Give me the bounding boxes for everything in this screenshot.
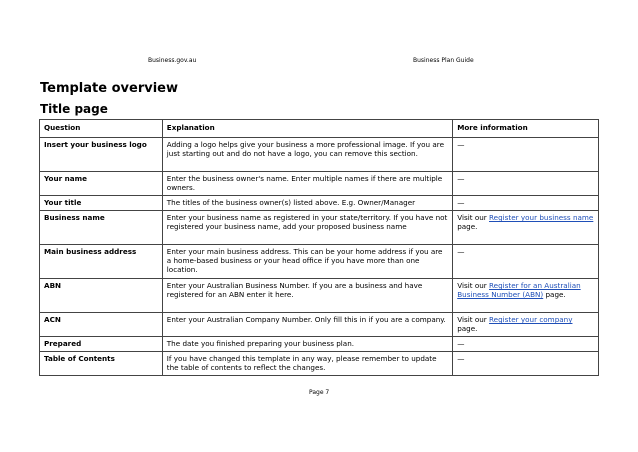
- cell-question: ACN: [40, 313, 163, 337]
- template-overview-table: [39, 119, 599, 376]
- register-company-link[interactable]: Register your company: [489, 315, 573, 324]
- table-row: [40, 313, 599, 337]
- table-row: [40, 172, 599, 196]
- cell-question: Main business address: [40, 245, 163, 279]
- info-prefix: Visit our: [457, 315, 490, 324]
- table-row: [40, 211, 599, 245]
- table-row: [40, 245, 599, 279]
- cell-more-information: —: [453, 138, 599, 172]
- cell-explanation: Enter your main business address. This can be your home address if you are a home-based business or your head office if you have more than one location.: [162, 245, 452, 279]
- cell-more-information: —: [453, 196, 599, 211]
- table-header-row: [40, 120, 599, 138]
- section-title: Title page: [40, 102, 108, 116]
- cell-more-information: —: [453, 352, 599, 376]
- table-row: [40, 279, 599, 313]
- table-row: [40, 337, 599, 352]
- register-business-name-link[interactable]: Register your business name: [489, 213, 594, 222]
- cell-explanation: Enter your business name as registered in your state/territory. If you have not registered your business name, add your proposed business name: [162, 211, 452, 245]
- column-header-explanation: Explanation: [162, 120, 452, 138]
- table-row: [40, 196, 599, 211]
- cell-more-information: [453, 313, 599, 337]
- cell-question: Business name: [40, 211, 163, 245]
- cell-explanation: Enter your Australian Company Number. Only fill this in if you are a company.: [162, 313, 452, 337]
- cell-explanation: Enter the business owner's name. Enter multiple names if there are multiple owners.: [162, 172, 452, 196]
- column-header-more-information: More information: [453, 120, 599, 138]
- cell-question: Prepared: [40, 337, 163, 352]
- cell-question: Your name: [40, 172, 163, 196]
- cell-more-information: —: [453, 245, 599, 279]
- cell-question: Insert your business logo: [40, 138, 163, 172]
- info-suffix: page.: [543, 290, 566, 299]
- info-suffix: page.: [457, 324, 478, 333]
- cell-question: ABN: [40, 279, 163, 313]
- header-site-name: Business.gov.au: [148, 57, 197, 64]
- header-guide-title: Business Plan Guide: [413, 57, 474, 64]
- cell-explanation: Enter your Australian Business Number. If you are a business and have registered for an ABN enter it here.: [162, 279, 452, 313]
- cell-question: Your title: [40, 196, 163, 211]
- cell-explanation: The titles of the business owner(s) listed above. E.g. Owner/Manager: [162, 196, 452, 211]
- cell-more-information: —: [453, 172, 599, 196]
- register-abn-link[interactable]: Register for an Australian Business Number (ABN): [457, 281, 581, 299]
- cell-more-information: [453, 211, 599, 245]
- table-row: [40, 138, 599, 172]
- info-prefix: Visit our: [457, 213, 490, 222]
- page-number: Page 7: [309, 389, 330, 396]
- table-row: [40, 352, 599, 376]
- page-title: Template overview: [40, 81, 178, 96]
- cell-explanation: The date you finished preparing your business plan.: [162, 337, 452, 352]
- cell-question: Table of Contents: [40, 352, 163, 376]
- cell-more-information: —: [453, 337, 599, 352]
- cell-more-information: [453, 279, 599, 313]
- column-header-question: Question: [40, 120, 163, 138]
- info-suffix: page.: [457, 222, 478, 231]
- info-prefix: Visit our: [457, 281, 490, 290]
- cell-explanation: Adding a logo helps give your business a more professional image. If you are just starting out and do not have a logo, you can remove this section.: [162, 138, 452, 172]
- cell-explanation: If you have changed this template in any way, please remember to update the table of contents to reflect the changes.: [162, 352, 452, 376]
